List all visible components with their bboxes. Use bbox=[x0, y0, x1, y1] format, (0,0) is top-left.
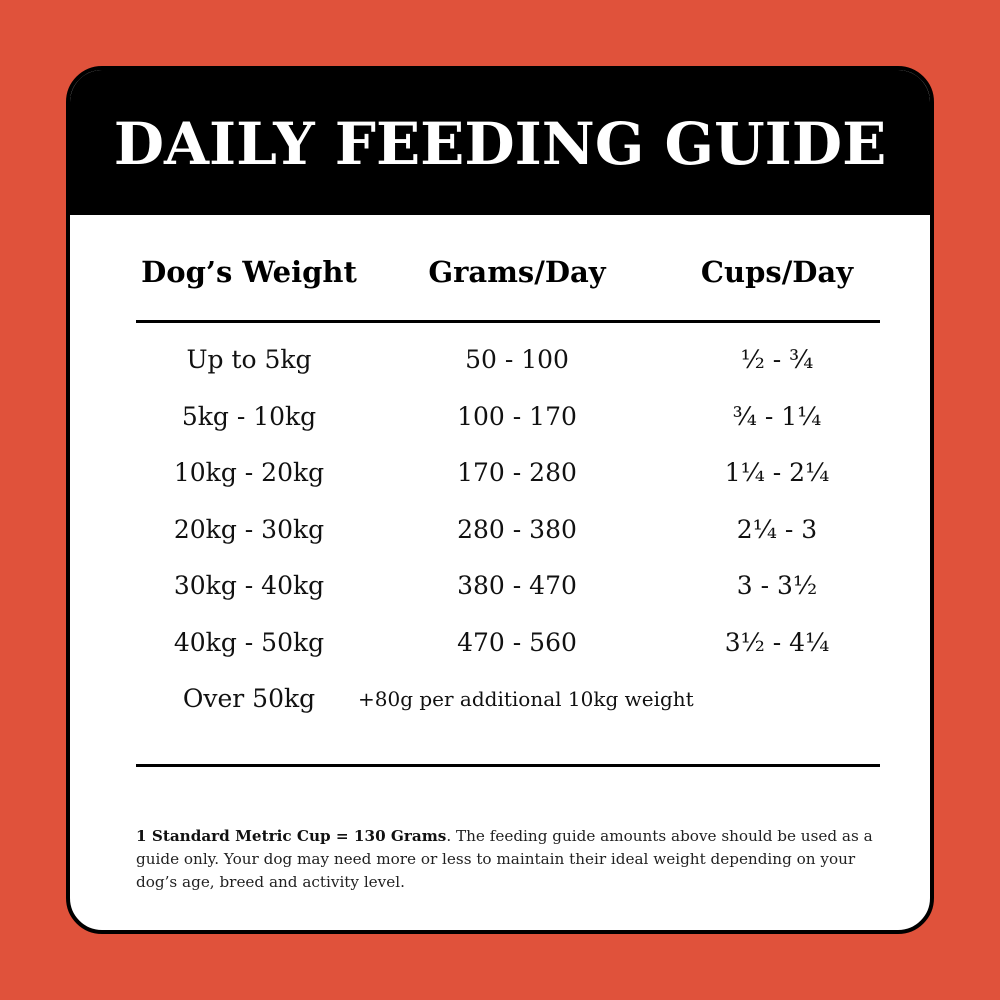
table-row bbox=[136, 345, 880, 402]
feeding-table bbox=[136, 345, 880, 741]
cups-cell: 3½ - 4¼ bbox=[724, 627, 830, 657]
cups-cell: ¾ - 1¼ bbox=[732, 401, 822, 431]
weight-cell: 10kg - 20kg bbox=[173, 458, 325, 487]
weight-cell: 40kg - 50kg bbox=[173, 627, 325, 657]
grams-cell: 470 - 560 bbox=[457, 627, 577, 657]
grams-cell: 280 - 380 bbox=[457, 514, 577, 544]
table-row bbox=[136, 458, 880, 515]
additional-weight-note: +80g per additional 10kg weight bbox=[358, 687, 694, 711]
weight-cell: 30kg - 40kg bbox=[173, 571, 325, 600]
column-header-cups: Cups/Day bbox=[700, 255, 854, 289]
grams-cell: 170 - 280 bbox=[457, 458, 577, 487]
footer-disclaimer bbox=[136, 825, 886, 894]
grams-cell: 100 - 170 bbox=[457, 401, 577, 431]
grams-cell: 50 - 100 bbox=[465, 345, 569, 374]
table-row-over-50kg bbox=[136, 684, 880, 741]
cups-cell: 1¼ - 2¼ bbox=[724, 458, 830, 487]
table-header bbox=[136, 255, 880, 305]
cup-conversion-note: 1 Standard Metric Cup = 130 Grams bbox=[136, 827, 447, 846]
weight-cell: Up to 5kg bbox=[186, 345, 312, 374]
page-title: DAILY FEEDING GUIDE bbox=[113, 109, 887, 178]
cups-cell: 2¼ - 3 bbox=[736, 514, 818, 544]
title-banner bbox=[70, 70, 930, 215]
weight-cell: 20kg - 30kg bbox=[173, 514, 325, 544]
weight-cell: Over 50kg bbox=[182, 684, 316, 713]
header-divider bbox=[136, 320, 880, 323]
table-row bbox=[136, 571, 880, 628]
table-row bbox=[136, 515, 880, 572]
table-row bbox=[136, 628, 880, 685]
table-row bbox=[136, 402, 880, 459]
feeding-guide-card bbox=[66, 66, 934, 934]
disclaimer-text: . The feeding guide amounts above should be used as a guide only. Your dog may need more or less to maintain their ideal weight depending on your dog’s age, breed and activity level. bbox=[136, 827, 873, 892]
footer-divider bbox=[136, 764, 880, 767]
cups-cell: ½ - ¾ bbox=[740, 345, 814, 374]
weight-cell: 5kg - 10kg bbox=[181, 401, 317, 431]
cups-cell: 3 - 3½ bbox=[736, 571, 818, 600]
grams-cell: 380 - 470 bbox=[457, 571, 577, 600]
column-header-weight: Dog’s Weight bbox=[141, 255, 357, 289]
column-header-grams: Grams/Day bbox=[428, 255, 606, 289]
